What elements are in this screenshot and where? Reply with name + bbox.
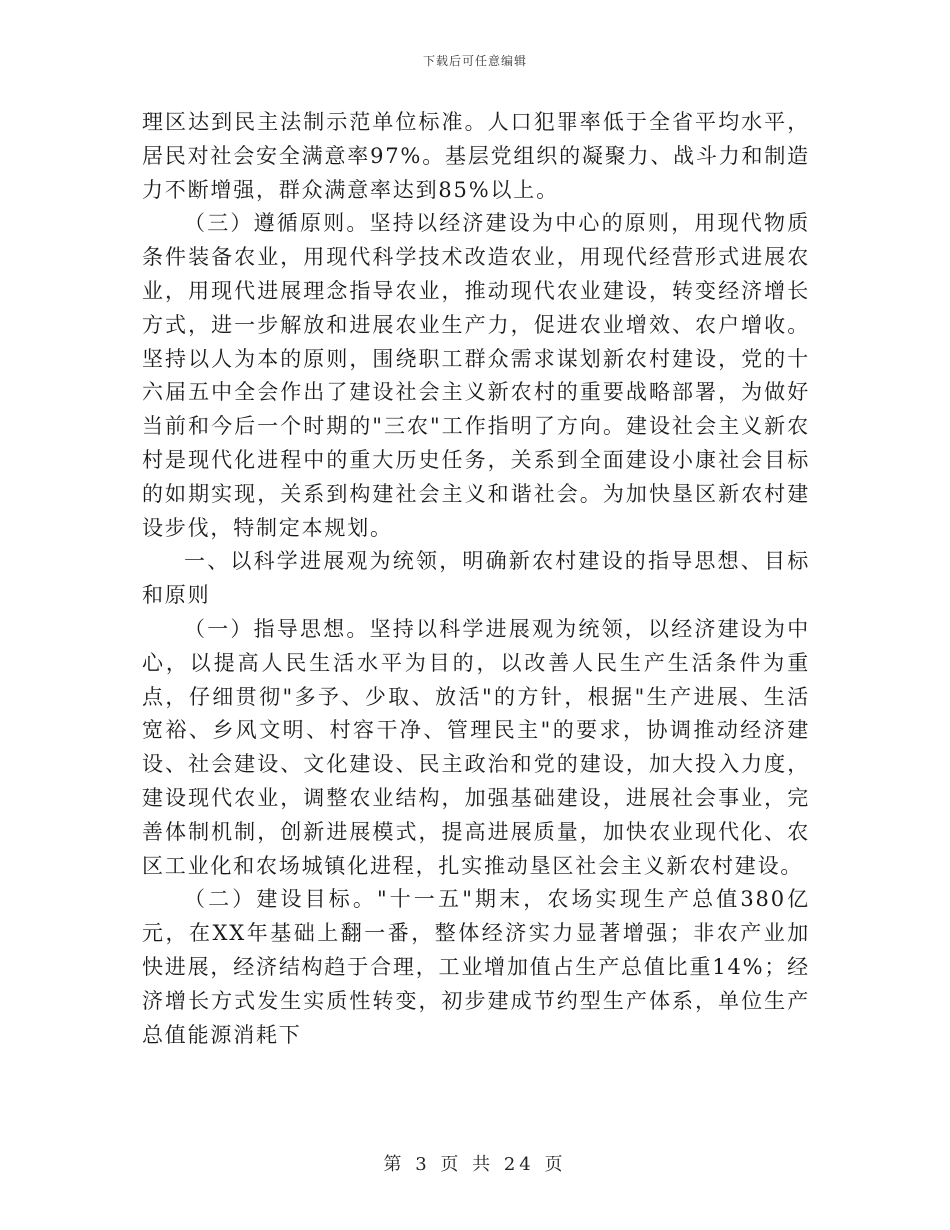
paragraph-continuation: 理区达到民主法制示范单位标准。人口犯罪率低于全省平均水平，居民对社会安全满意率97%。基层党组织的凝聚力、战斗力和制造力不断增强，群众满意率达到85%以上。 (142, 110, 810, 202)
paragraph-principles: （三）遵循原则。坚持以经济建设为中心的原则，用现代物质条件装备农业，用现代科学技术改造农业，用现代经营形式进展农业，用现代进展理念指导农业，推动现代农业建设，转变经济增长方式，进一步解放和进展农业生产力，促进农业增效、农户增收。坚持以人为本的原则，围绕职工群众需求谋划新农村建设，党的十六届五中全会作出了建设社会主义新农村的重要战略部署，为做好当前和今后一个时期的"三农"工作指明了方向。建设社会主义新农村是现代化进程中的重大历史任务，关系到全面建设小康社会目标的如期实现，关系到构建社会主义和谐社会。为加快垦区新农村建设步伐，特制定本规划。 (142, 211, 810, 540)
page-header: 下载后可任意编辑 (422, 54, 527, 68)
page-number-footer: 第 3 页 共 24 页 (383, 1154, 567, 1175)
paragraph-guiding-ideology: （一）指导思想。坚持以科学进展观为统领，以经济建设为中心，以提高人民生活水平为目的，以改善人民生产生活条件为重点，仔细贯彻"多予、少取、放活"的方针，根据"生产进展、生活宽裕、乡风文明、村容干净、管理民主"的要求，协调推动经济建设、社会建设、文化建设、民主政治和党的建设，加大投入力度，建设现代农业，调整农业结构，加强基础建设，进展社会事业，完善体制机制，创新进展模式，提高进展质量，加快农业现代化、农区工业化和农场城镇化进程，扎实推动垦区社会主义新农村建设。 (142, 616, 810, 878)
section-heading: 一、以科学进展观为统领，明确新农村建设的指导思想、目标和原则 (142, 549, 810, 608)
paragraph-construction-goals: （二）建设目标。"十一五"期末，农场实现生产总值380亿元，在XX年基础上翻一番，整体经济实力显著增强；非农产业加快进展，经济结构趋于合理，工业增加值占生产总值比重14%；经济增长方式发生实质性转变，初步建成节约型生产体系，单位生产总值能源消耗下 (142, 887, 810, 1047)
document-body (142, 106, 810, 1052)
